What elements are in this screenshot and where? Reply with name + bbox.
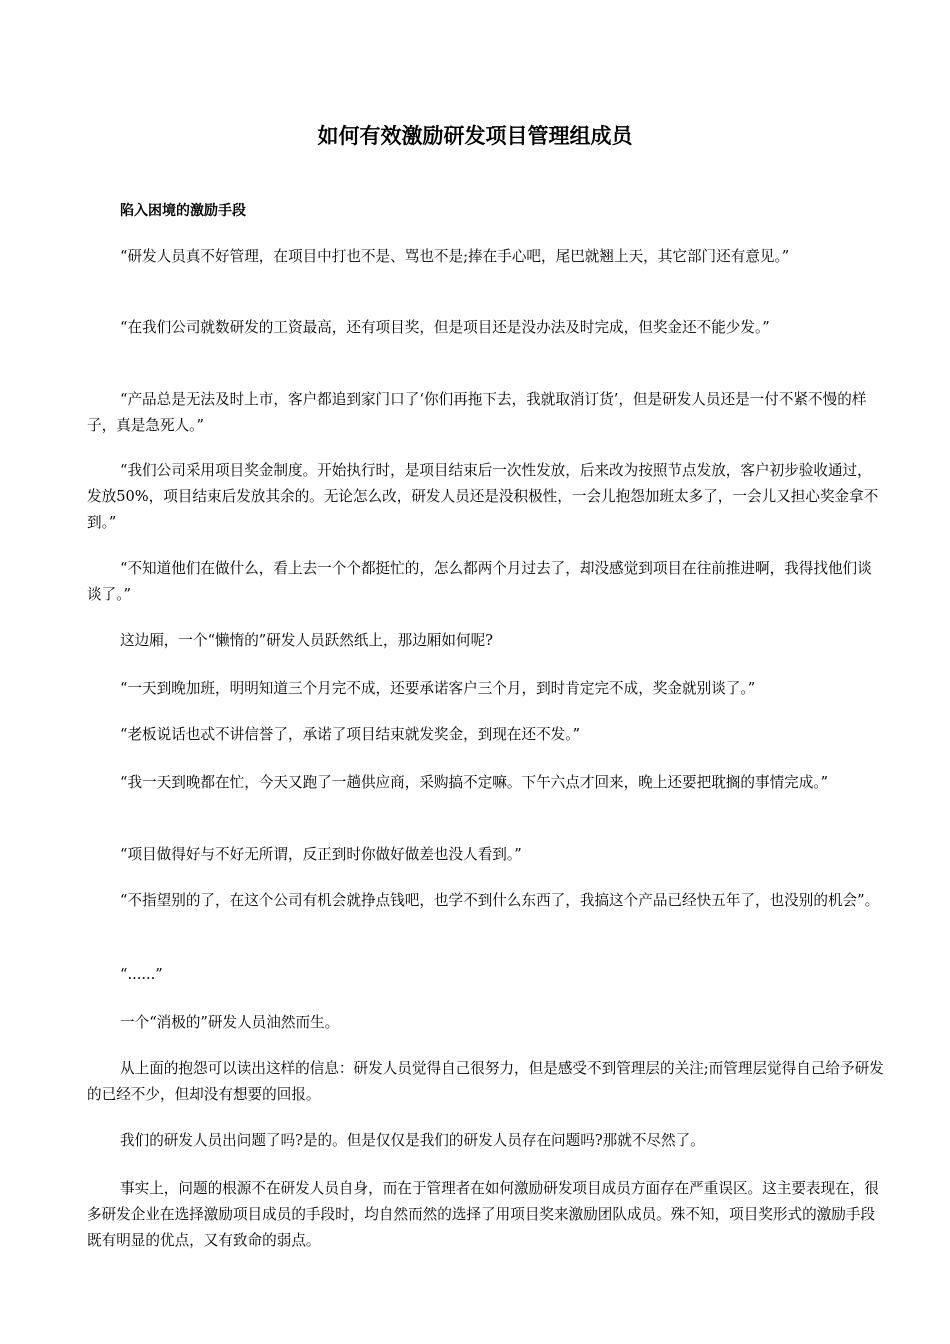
paragraph-2: “在我们公司就数研发的工资最高，还有项目奖，但是项目还是没办法及时完成，但奖金还不能少发。” xyxy=(120,319,770,336)
paragraph-9: “我一天到晚都在忙，今天又跑了一趟供应商，采购搞不定嘛。下午六点才回来，晚上还要把耽搁的事情完成。” xyxy=(120,774,829,791)
paragraph-15: 我们的研发人员出问题了吗?是的。但是仅仅是我们的研发人员存在问题吗?那就不尽然了。 xyxy=(120,1132,705,1149)
paragraph-16: 事实上，问题的根源不在研发人员自身，而在于管理者在如何激励研发项目成员方面存在严重误区。这主要表现在，很多研发企业在选择激励项目成员的手段时，均自然而然的选择了用项目奖来激励团队成员。殊不知，项目奖形式的激励手段既有明显的优点，又有致命的弱点。 xyxy=(87,1180,879,1249)
paragraph-5: “不知道他们在做什么，看上去一个个都挺忙的，怎么都两个月过去了，却没感觉到项目在往前推进啊，我得找他们谈谈了。” xyxy=(87,560,872,603)
paragraph-14: 从上面的抱怨可以读出这样的信息：研发人员觉得自己很努力，但是感受不到管理层的关注;而管理层觉得自己给予研发的已经不少，但却没有想要的回报。 xyxy=(87,1060,884,1103)
paragraph-8: “老板说话也忒不讲信誉了，承诺了项目结束就发奖金，到现在还不发。” xyxy=(120,726,581,743)
paragraph-12: “......” xyxy=(120,966,163,983)
paragraph-3: “产品总是无法及时上市，客户都追到家门口了‘你们再拖下去，我就取消订货’，但是研发人员还是一付不紧不慢的样子，真是急死人。” xyxy=(87,391,867,434)
document-title: 如何有效激励研发项目管理组成员 xyxy=(317,123,633,148)
paragraph-4: “我们公司采用项目奖金制度。开始执行时，是项目结束后一次性发放，后来改为按照节点发放，客户初步验收通过，发放50%，项目结束后发放其余的。无论怎么改，研发人员还是没积极性，一会儿抱怨加班太多了，一会儿又担心奖金拿不到。” xyxy=(87,462,879,531)
paragraph-11: “不指望别的了，在这个公司有机会就挣点钱吧，也学不到什么东西了，我搞这个产品已经快五年了，也没别的机会”。 xyxy=(120,892,880,909)
paragraph-6: 这边厢，一个“懒惰的”研发人员跃然纸上，那边厢如何呢? xyxy=(120,632,493,649)
paragraph-13: 一个“消极的”研发人员油然而生。 xyxy=(120,1014,340,1031)
paragraph-10: “项目做得好与不好无所谓，反正到时你做好做差也没人看到。” xyxy=(120,846,522,863)
paragraph-1: “研发人员真不好管理，在项目中打也不是、骂也不是;捧在手心吧，尾巴就翘上天，其它部门还有意见。” xyxy=(120,248,790,265)
paragraph-7: “一天到晚加班，明明知道三个月完不成，还要承诺客户三个月，到时肯定完不成，奖金就别谈了。” xyxy=(120,680,756,697)
section-heading: 陷入困境的激励手段 xyxy=(120,203,246,219)
